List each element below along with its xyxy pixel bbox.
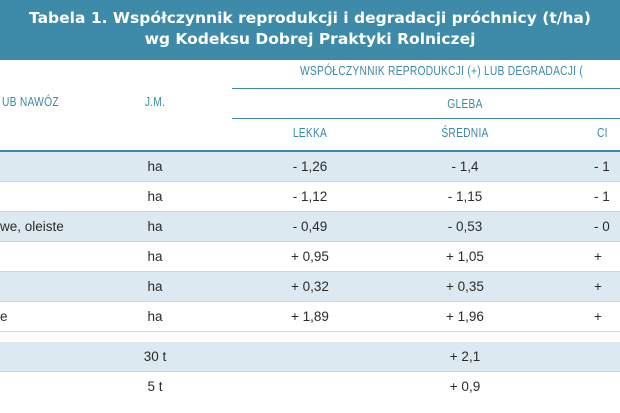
row-unit: ha [147, 249, 163, 264]
column-header-unit: J.M. [144, 95, 166, 109]
row-heavy-value: - 0 [594, 219, 610, 234]
row-unit: ha [147, 189, 163, 204]
column-header-heavy: CI [597, 126, 608, 140]
table-row [0, 152, 620, 182]
row-medium-value: + 2,1 [449, 349, 481, 364]
row-unit: 30 t [143, 349, 167, 364]
table-title-line-2: wg Kodeksu Dobrej Praktyki Rolniczej [144, 30, 476, 48]
table-row [0, 342, 620, 372]
row-light-value: - 1,26 [292, 159, 328, 174]
row-light-value: + 0,32 [291, 279, 329, 294]
row-light-value: + 1,89 [291, 309, 329, 324]
coefficient-group-header: WSPÓŁCZYNNIK REPRODUKCJI (+) LUB DEGRADACJI ( [300, 64, 584, 78]
row-unit: ha [147, 279, 163, 294]
row-medium-value: + 0,9 [449, 379, 481, 394]
row-heavy-value: - 1 [594, 189, 610, 204]
row-divider [0, 331, 620, 332]
table-row [0, 302, 620, 332]
row-unit: ha [147, 309, 163, 324]
row-heavy-value: - 1 [594, 159, 610, 174]
row-heavy-value: + [594, 249, 602, 264]
table-row [0, 182, 620, 212]
group-header-divider [232, 88, 620, 89]
row-heavy-value: + [594, 279, 602, 294]
column-header-name: UB NAWÓZ [2, 95, 59, 109]
table-row [0, 212, 620, 242]
row-medium-value: + 1,96 [446, 309, 484, 324]
row-heavy-value [594, 342, 620, 372]
row-light-value [255, 342, 365, 372]
row-unit: ha [147, 219, 163, 234]
table-title [0, 0, 620, 60]
row-medium-value: - 1,4 [451, 159, 479, 174]
column-header-soil: GLEBA [447, 97, 483, 111]
soil-header-divider [232, 118, 620, 119]
table-title-line-1: Tabela 1. Współczynnik reprodukcji i degradacji próchnicy (t/ha) [29, 9, 591, 27]
table-row [0, 272, 620, 302]
row-medium-value: - 1,15 [447, 189, 483, 204]
row-name: we, oleiste [0, 219, 64, 234]
row-medium-value: + 1,05 [446, 249, 484, 264]
row-light-value: - 1,12 [292, 189, 328, 204]
row-medium-value: - 0,53 [447, 219, 483, 234]
row-unit: ha [147, 159, 163, 174]
row-heavy-value: + [594, 309, 602, 324]
row-medium-value: + 0,35 [446, 279, 484, 294]
row-light-value: - 0,49 [292, 219, 328, 234]
row-light-value: + 0,95 [291, 249, 329, 264]
table-row [0, 242, 620, 272]
row-heavy-value [594, 372, 620, 402]
column-header-light: LEKKA [292, 126, 328, 140]
table-row [0, 372, 620, 402]
column-header-medium: ŚREDNIA [441, 126, 489, 140]
row-name: e [0, 309, 8, 324]
row-light-value [255, 372, 365, 402]
row-unit: 5 t [147, 379, 163, 394]
